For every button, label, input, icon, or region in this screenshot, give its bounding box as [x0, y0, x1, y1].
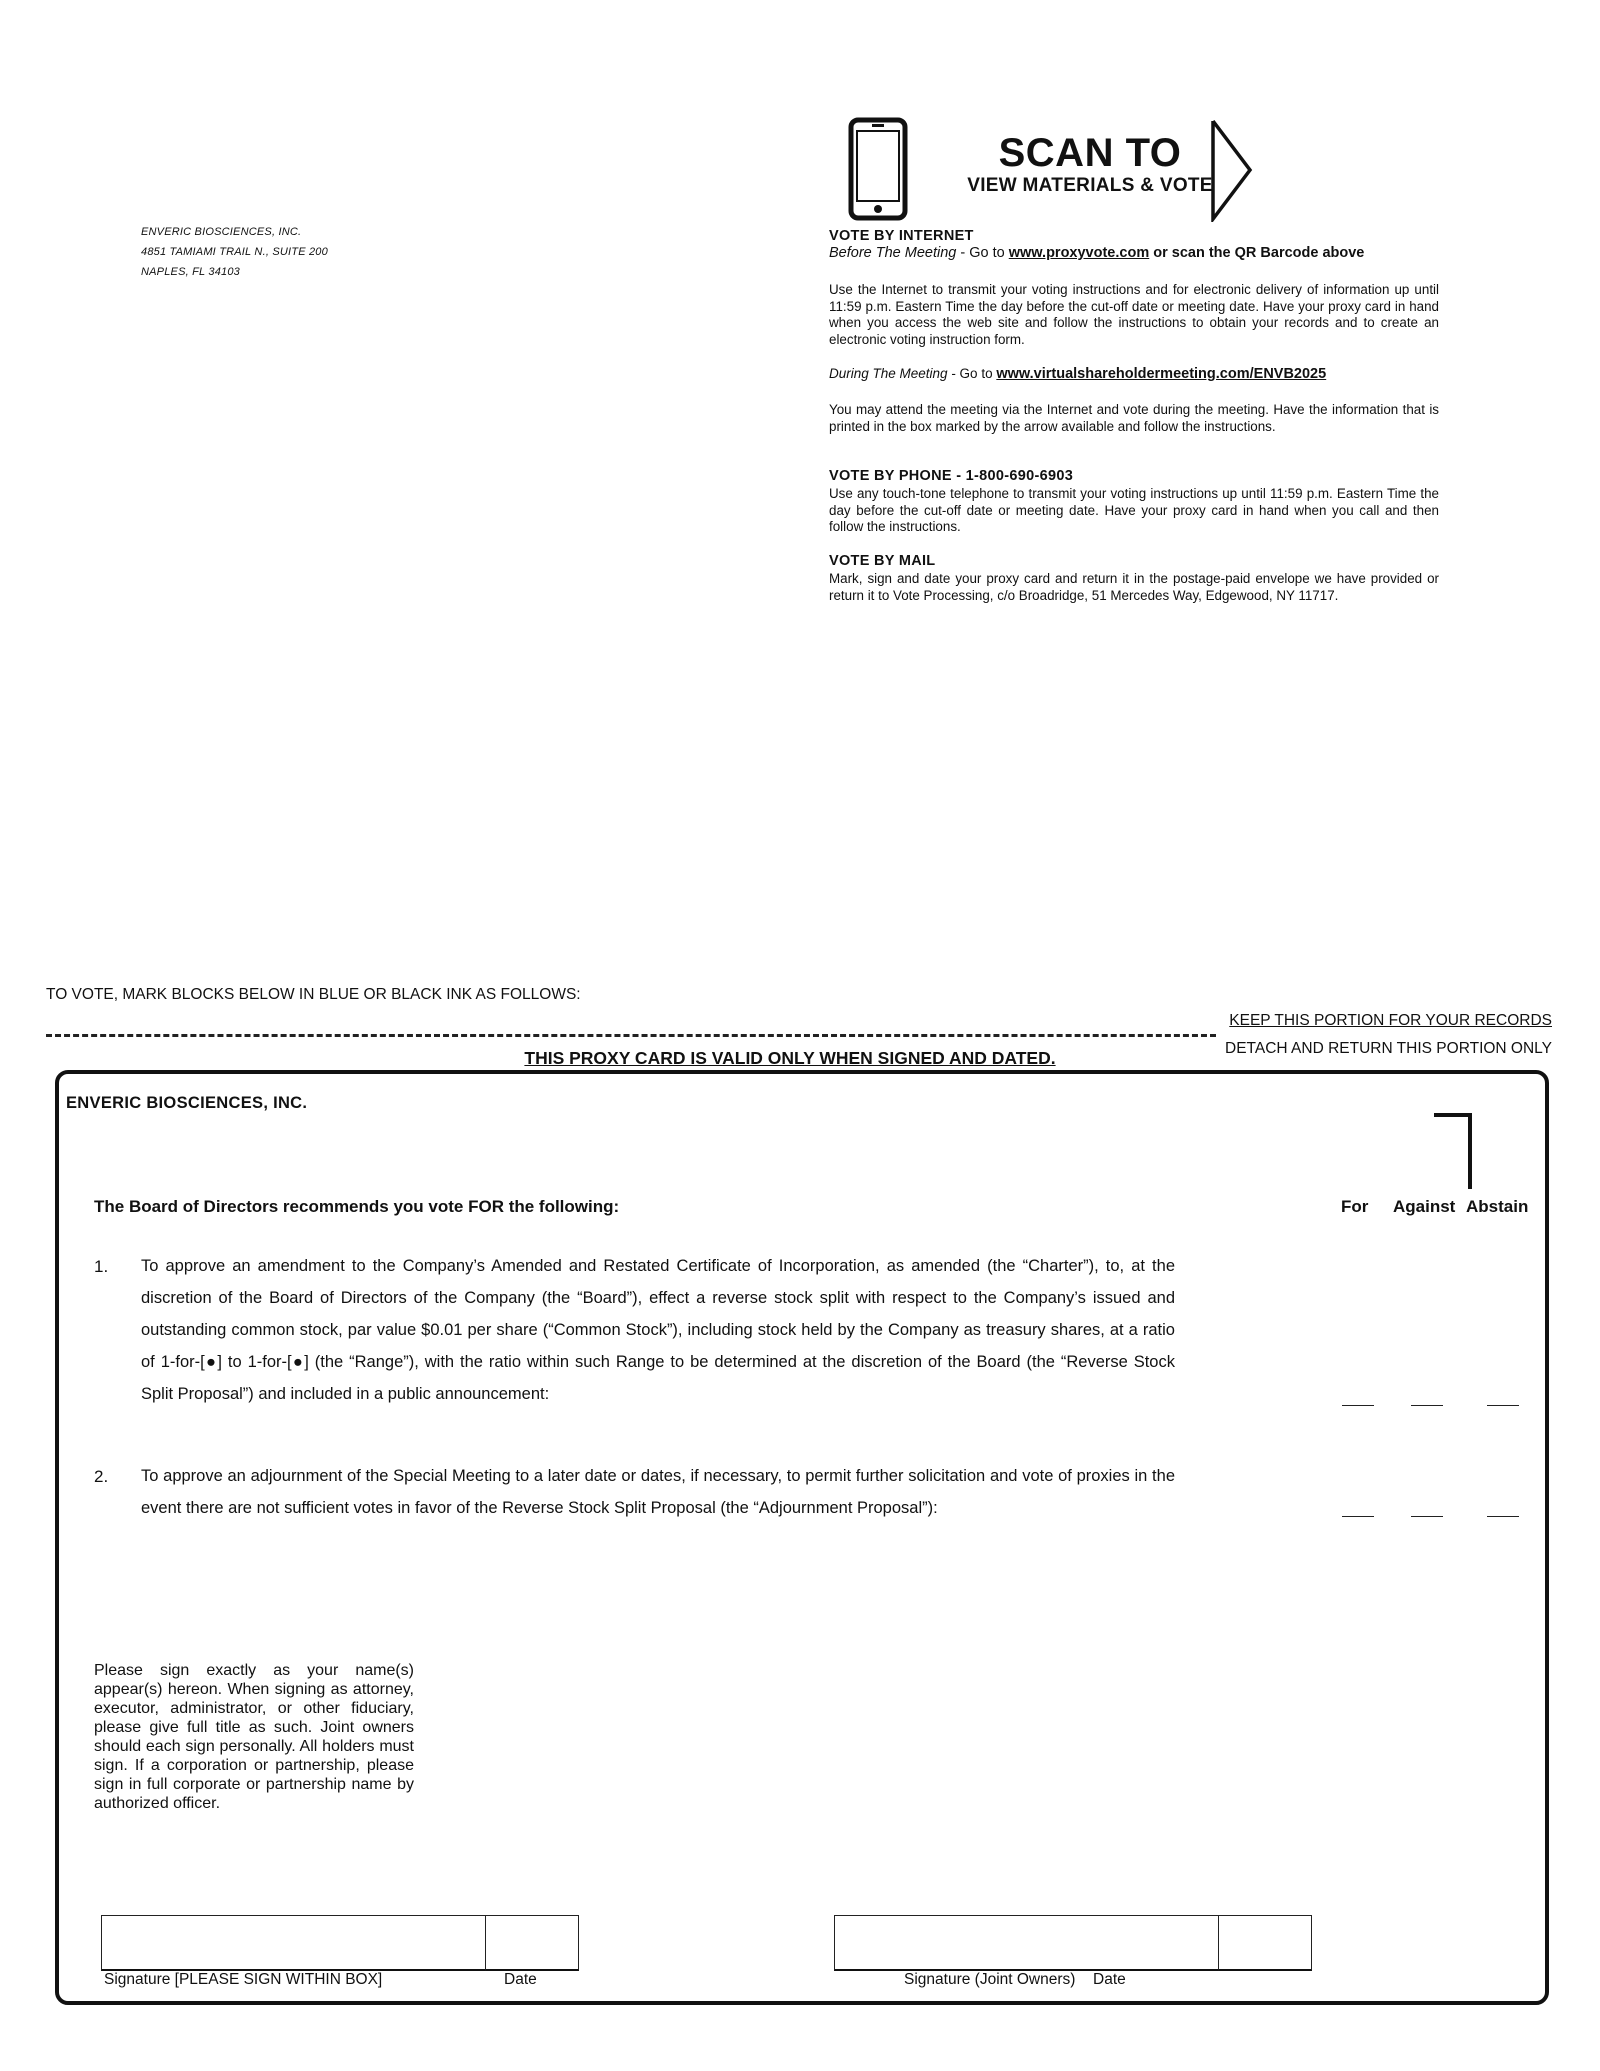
proposal-1-against-box[interactable]: [1411, 1405, 1443, 1406]
proposal-1-abstain-box[interactable]: [1487, 1405, 1519, 1406]
scan-subtitle: VIEW MATERIALS & VOTE: [967, 175, 1213, 196]
company-address: [141, 222, 328, 282]
keep-portion-label: KEEP THIS PORTION FOR YOUR RECORDS: [1229, 1012, 1552, 1029]
internet-heading: VOTE BY INTERNET: [829, 228, 974, 244]
before-go-to: - Go to: [956, 245, 1009, 261]
internet-body: Use the Internet to transmit your voting instructions and for electronic delivery of information up until 11:59 p.m. Eastern Time the day before the cut-off date or meeting date. Have your proxy card in hand when you access the web site and follow the instructions to obtain your records and to create an electronic voting instruction form.: [829, 282, 1439, 347]
proposal-1-number: 1.: [94, 1257, 109, 1276]
during-meeting-body: You may attend the meeting via the Internet and vote during the meeting. Have the information that is printed in the box marked by the arrow available and follow the instructions.: [829, 402, 1439, 434]
during-meeting-line: [829, 366, 1326, 382]
proposal-1-for-box[interactable]: [1342, 1405, 1374, 1406]
corner-mark: [1434, 1113, 1472, 1189]
before-meeting-line: [829, 245, 1364, 261]
mark-instruction: TO VOTE, MARK BLOCKS BELOW IN BLUE OR BLACK INK AS FOLLOWS:: [46, 986, 581, 1003]
column-abstain: Abstain: [1466, 1197, 1529, 1216]
card-company-name: ENVERIC BIOSCIENCES, INC.: [66, 1094, 308, 1112]
column-for: For: [1341, 1197, 1369, 1216]
board-recommendation: The Board of Directors recommends you vote FOR the following:: [94, 1197, 620, 1216]
valid-notice: THIS PROXY CARD IS VALID ONLY WHEN SIGNED AND DATED.: [524, 1048, 1056, 1068]
proposal-2-for-box[interactable]: [1342, 1516, 1374, 1517]
during-meeting-label: During The Meeting: [829, 366, 948, 381]
proposal-2-against-box[interactable]: [1411, 1516, 1443, 1517]
phone-body: Use any touch-tone telephone to transmit your voting instructions up until 11:59 p.m. Eastern Time the day before the cut-off date or meeting date. Have your proxy card in hand when you call and then follow the instructions.: [829, 486, 1439, 534]
signature-box[interactable]: [101, 1915, 486, 1971]
virtual-meeting-link[interactable]: www.virtualshareholdermeeting.com/ENVB2025: [996, 366, 1327, 382]
company-name: ENVERIC BIOSCIENCES, INC.: [141, 226, 302, 238]
proposal-2-number: 2.: [94, 1467, 109, 1486]
proposal-2-text: To approve an adjournment of the Special Meeting to a later date or dates, if necessary, to permit further solicitation and vote of proxies in the event there are not sufficient votes in favor of the Reverse Stock Split Proposal (the “Adjournment Proposal”):: [141, 1467, 1175, 1517]
scan-title: SCAN TO: [998, 131, 1182, 175]
during-go-to: - Go to: [947, 366, 997, 381]
joint-signature-label: Signature (Joint Owners): [904, 1971, 1076, 1988]
proposal-2-abstain-box[interactable]: [1487, 1516, 1519, 1517]
address-line-1: 4851 TAMIAMI TRAIL N., SUITE 200: [141, 246, 328, 258]
arrow-right-icon: [1210, 118, 1254, 222]
joint-date-box[interactable]: [1218, 1915, 1312, 1971]
address-line-2: NAPLES, FL 34103: [141, 266, 241, 278]
mobile-phone-icon: [848, 117, 908, 221]
joint-date-label: Date: [1093, 1971, 1126, 1988]
detach-return-label: DETACH AND RETURN THIS PORTION ONLY: [1225, 1040, 1552, 1057]
date-label: Date: [504, 1971, 537, 1988]
joint-signature-box[interactable]: [834, 1915, 1219, 1971]
proposal-1-text: To approve an amendment to the Company’s Amended and Restated Certificate of Incorporation, as amended (the “Charter”), to, at the discretion of the Board of Directors of the Company (the “Board”), effect a reverse stock split with respect to the Company’s issued and outstanding common stock, par value $0.01 per share (“Common Stock”), including stock held by the Company as treasury shares, at a ratio of 1-for-[●] to 1-for-[●] (the “Range”), with the ratio within such Range to be determined at the discretion of the Board (the “Reverse Stock Split Proposal”) and included in a public announcement:: [141, 1257, 1175, 1403]
phone-heading: VOTE BY PHONE - 1-800-690-6903: [829, 468, 1074, 484]
column-against: Against: [1393, 1197, 1456, 1216]
qr-instruction: or scan the QR Barcode above: [1149, 245, 1365, 261]
date-box[interactable]: [485, 1915, 579, 1971]
signing-instructions: Please sign exactly as your name(s) appear(s) hereon. When signing as attorney, executor, administrator, or other fiduciary, please give full title as such. Joint owners should each sign personally. All holders must sign. If a corporation or partnership, please sign in full corporate or partnership name by authorized officer.: [94, 1662, 414, 1812]
proxyvote-link[interactable]: www.proxyvote.com: [1008, 245, 1150, 261]
mail-heading: VOTE BY MAIL: [829, 553, 936, 569]
mail-body: Mark, sign and date your proxy card and return it in the postage-paid envelope we have provided or return it to Vote Processing, c/o Broadridge, 51 Mercedes Way, Edgewood, NY 11717.: [829, 571, 1439, 603]
signature-label: Signature [PLEASE SIGN WITHIN BOX]: [104, 1971, 383, 1988]
detach-cut-line: [46, 1034, 1216, 1037]
before-meeting-label: Before The Meeting: [829, 245, 957, 261]
